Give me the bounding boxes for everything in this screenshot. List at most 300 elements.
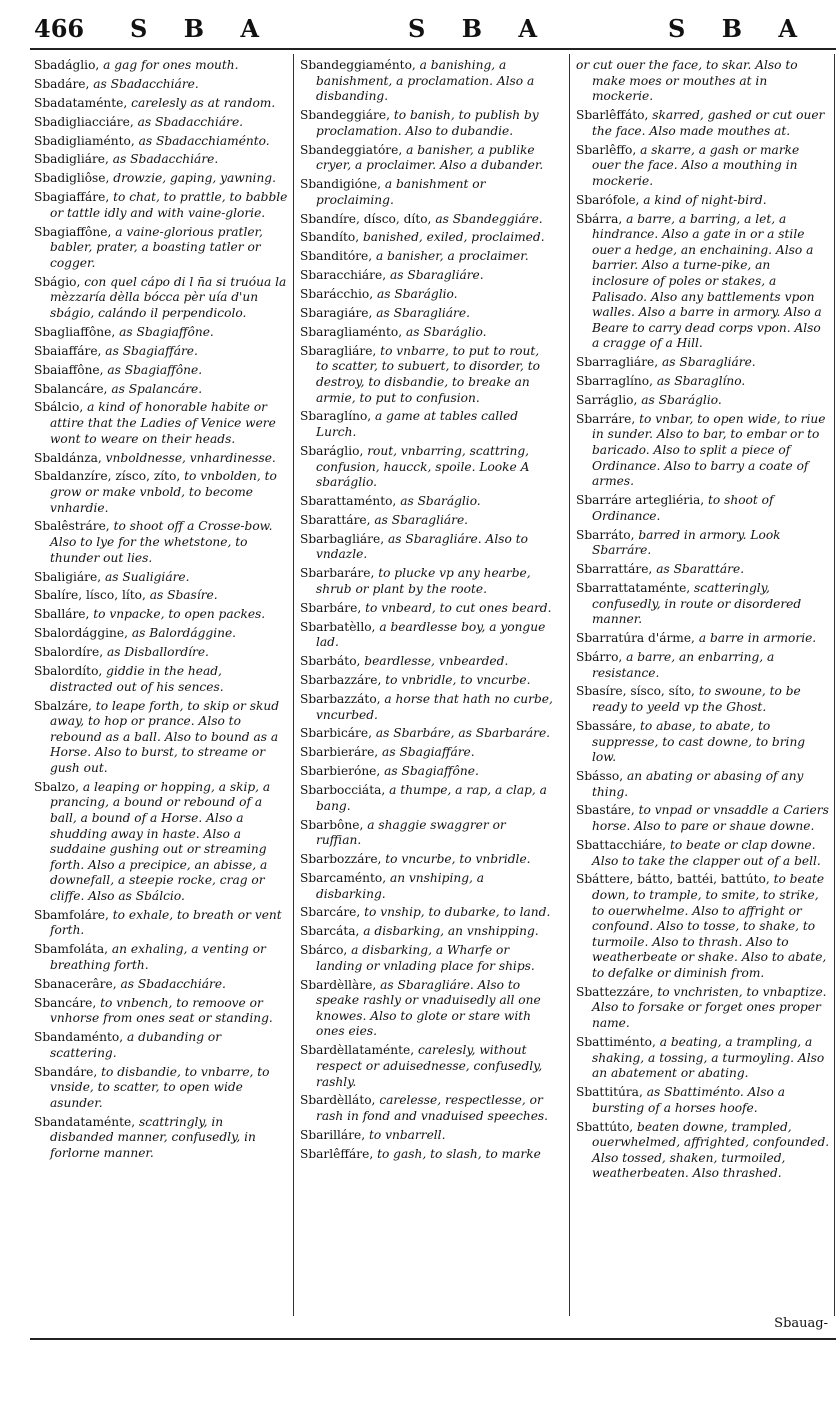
entry-definition: to beate or clap downe. Also to take the clapper out of a bell. — [592, 837, 821, 868]
dictionary-entry — [34, 325, 288, 341]
entry-definition: carelesse, respectlesse, or rash in fond and vnaduised speeches. — [316, 1093, 549, 1124]
entry-headword: Sbárco, — [300, 943, 348, 958]
entry-definition: as Sbadacchiáre. — [120, 976, 226, 991]
dictionary-entry — [34, 942, 288, 973]
entry-definition: as Disballordíre. — [106, 645, 209, 660]
dictionary-entry — [576, 412, 830, 490]
dictionary-entry — [34, 275, 288, 322]
dictionary-entry — [300, 924, 554, 940]
page-header — [30, 8, 836, 48]
dictionary-entry — [300, 905, 554, 921]
entry-definition: as Sbagiaffône. — [119, 324, 214, 339]
entry-definition: to abase, to abate, to suppresse, to cast downe, to bring low. — [592, 718, 806, 765]
entry-definition: a banisher, a publike cryer, a proclaimer. Also a dubander. — [316, 142, 544, 173]
dictionary-entry — [300, 852, 554, 868]
dictionary-entry — [300, 654, 554, 670]
entry-headword: Sbágio, — [34, 274, 81, 289]
entry-headword: Sbalíre, lísco, líto, — [34, 588, 146, 603]
entry-definition: as Sbagiaffône. — [107, 362, 203, 377]
entry-headword: Sbaldánza, — [34, 450, 102, 465]
dictionary-entry — [300, 325, 554, 341]
entry-definition: a beardlesse boy, a yongue lad. — [316, 619, 546, 650]
entry-headword: Sbadáglio, — [34, 58, 100, 72]
entry-headword: Sbanditóre, — [300, 249, 373, 264]
dictionary-entry — [576, 838, 830, 869]
entry-headword: Sbalzo, — [34, 779, 79, 794]
dictionary-entry — [300, 143, 554, 174]
dictionary-entry — [576, 769, 830, 800]
entry-definition: con quel cápo di l n̄a si truóua la mèzzaría dèlla bócca pèr uía d'un sbágio, calándo il perpendicolo. — [50, 274, 287, 320]
column-divider — [293, 54, 294, 1316]
entry-definition: to vncurbe, to vnbridle. — [385, 852, 531, 867]
dictionary-entry — [300, 230, 554, 246]
dictionary-entry — [300, 673, 554, 689]
dictionary-entry — [300, 783, 554, 814]
dictionary-entry — [34, 77, 288, 93]
entry-definition: as Spalancáre. — [111, 381, 203, 396]
entry-definition: giddie in the head, distracted out of his sences. — [50, 664, 224, 694]
entry-headword: Sbandigióne, — [300, 177, 381, 192]
entry-definition: as Sbadacchiáre. — [93, 76, 199, 91]
dictionary-entry — [576, 650, 830, 681]
entry-headword: Sbandíto, — [300, 230, 360, 245]
entry-definition: to vnbeard, to cut ones beard. — [365, 600, 552, 615]
dictionary-entry — [300, 620, 554, 651]
entry-definition: a game at tables called Lurch. — [316, 409, 519, 440]
dictionary-entry — [34, 58, 288, 74]
column-divider — [834, 54, 835, 1316]
entry-headword: Sbarbazzáto, — [300, 691, 381, 706]
entry-definition: a banishment or proclaiming. — [316, 177, 486, 207]
entry-definition: as Sbagiaffáre. — [382, 745, 475, 760]
dictionary-entry — [34, 977, 288, 993]
entry-headword: Sbarbagliáre, — [300, 531, 385, 546]
entry-definition: scattringly, in disbanded manner, confusedly, in forlorne manner. — [50, 1114, 256, 1160]
entry-definition: to disbandie, to vnbarre, to vnside, to scatter, to open wide asunder. — [50, 1064, 270, 1110]
entry-definition: a kind of night-bird. — [643, 192, 767, 207]
entry-definition: a beating, a trampling, a shaking, a tossing, a turmoyling. Also an abatement or abating. — [592, 1034, 825, 1081]
entry-definition: as Sualigiáre. — [104, 569, 190, 584]
dictionary-entry — [300, 108, 554, 139]
entry-headword: Sbarlêffo, — [576, 142, 637, 157]
entry-definition: a banishing, a banishment, a proclamation. Also a disbanding. — [316, 58, 535, 104]
entry-definition: a shaggie swaggrer or ruffian. — [316, 817, 506, 848]
entry-definition: as Sbadacchiáre. — [137, 114, 244, 129]
entry-headword: Sbárro, — [576, 649, 623, 664]
entry-headword: Sbarófole, — [576, 192, 640, 207]
dictionary-entry — [34, 1065, 288, 1112]
entry-headword: Sbarattáre, — [300, 512, 371, 527]
entry-definition: as Sbaráglio. — [400, 494, 481, 508]
entry-headword: Sbamfoláta, — [34, 942, 109, 957]
entry-headword: Sbattacchiáre, — [576, 837, 667, 852]
entry-definition: to vnship, to dubarke, to land. — [364, 905, 551, 920]
entry-headword: Sbadigliacciáre, — [34, 114, 134, 129]
entry-headword: Sbarráre artegliéria, — [576, 493, 705, 508]
entry-definition: to vnbench, to remoove or vnhorse from ones seat or standing. — [50, 995, 273, 1026]
entry-headword: Sbalzáre, — [34, 698, 92, 713]
entry-definition: to banish, to publish by proclamation. Also to dubandie. — [316, 108, 539, 138]
entry-definition: to vnbolden, to grow or make vnbold, to become vnhardie. — [50, 469, 277, 515]
entry-definition: as Sbaragliáre. Also to vndazle. — [316, 531, 528, 562]
entry-headword: Sbaldanzíre, zísco, zíto, — [34, 469, 181, 484]
entry-headword: Sbarraglíno, — [576, 374, 653, 389]
entry-headword: Sbaragliáre, — [300, 343, 377, 358]
entry-headword: Sbarattaménto, — [300, 494, 397, 508]
dictionary-entry — [300, 306, 554, 322]
entry-definition: to plucke vp any hearbe, shrub or plant by the roote. — [316, 566, 531, 596]
dictionary-entry — [34, 382, 288, 398]
dictionary-entry — [300, 1093, 554, 1124]
entry-definition: carelesly as at random. — [131, 95, 276, 110]
entry-headword: Sbarcaménto, — [300, 870, 387, 885]
entry-headword: Sbarrattáre, — [576, 562, 653, 577]
entry-definition: as Sbaragliáre. — [376, 305, 470, 320]
entry-headword: Sbamfoláre, — [34, 907, 109, 922]
dictionary-entry — [300, 532, 554, 563]
dictionary-entry — [34, 190, 288, 221]
entry-headword: Sbastáre, — [576, 803, 635, 818]
entry-headword: Sbarbocciáta, — [300, 783, 386, 798]
dictionary-entry — [300, 268, 554, 284]
entry-definition: as Sbaragliáre. — [374, 512, 469, 527]
dictionary-entry — [300, 871, 554, 902]
entry-headword: Sbarbatèllo, — [300, 619, 376, 634]
column-left — [34, 58, 288, 1308]
entry-headword: Sbancáre, — [34, 995, 97, 1010]
entry-definition: a barre, an enbarring, a resistance. — [592, 649, 775, 680]
dictionary-entry — [34, 626, 288, 642]
dictionary-entry — [34, 699, 288, 777]
entry-definition: carelesly, without respect or aduisednesse, confusedly, rashly. — [316, 1043, 543, 1089]
dictionary-entry — [576, 193, 830, 209]
entry-headword: Sbandataménte, — [34, 1114, 136, 1129]
entry-definition: as Sbarbáre, as Sbarbaráre. — [375, 726, 551, 741]
entry-headword: Sbarbaráre, — [300, 566, 375, 581]
entry-headword: Sbadáre, — [34, 76, 90, 91]
entry-definition: a barre, a barring, a let, a hindrance. Also a gate in or a stile ouer a hedge, an enchaining. Also a barrier. Also a turne-pike, an inclosure of poles or stakes, a Palisado. Also any battlements vpon walles. Also a barre in armory. Also a Beare to carry dead corps vpon. Also a cragge of a Hill. — [592, 211, 822, 351]
entry-definition: to swoune, to be ready to yeeld vp the Ghost. — [592, 684, 801, 715]
dictionary-entry — [300, 249, 554, 265]
entry-headword: Sbarratúra d'árme, — [576, 631, 695, 646]
dictionary-entry — [300, 177, 554, 208]
entry-headword: Sbarbône, — [300, 817, 364, 832]
entry-headword: Sbassáre, — [576, 718, 637, 733]
entry-definition: as Sbattiménto. Also a bursting of a horses hoofe. — [592, 1085, 786, 1115]
entry-headword: Sbarbicáre, — [300, 726, 372, 741]
entry-definition: a thumpe, a rap, a clap, a bang. — [316, 783, 547, 813]
entry-definition: to vnbarre, to put to rout, to scatter, to subuert, to disorder, to destroy, to disbandie, to breake an armie, to put to confusion. — [316, 343, 540, 405]
entry-headword: Sbattitúra, — [576, 1085, 643, 1100]
dictionary-entry — [300, 978, 554, 1040]
entry-definition: to vnpacke, to open packes. — [93, 607, 266, 622]
entry-headword: Sbandeggiaménto, — [300, 58, 416, 72]
entry-headword: Sbagiaffáre, — [34, 190, 110, 205]
entry-headword: Sbarcáre, — [300, 905, 361, 920]
entry-headword: Sbaiaffône, — [34, 362, 104, 377]
dictionary-entry — [34, 996, 288, 1027]
dictionary-entry — [300, 745, 554, 761]
entry-headword: Sbaracchiáre, — [300, 268, 387, 283]
entry-definition: to beate down, to trample, to smite, to strike, to ouerwhelme. Also to affright or confound. Also to tosse, to shake, to turmoile. Also to thrash. Also to weatherbeate or shake. Also to abate, to defalke or diminish from. — [592, 872, 827, 980]
dictionary-entry — [576, 355, 830, 371]
dictionary-entry — [300, 764, 554, 780]
dictionary-entry — [34, 134, 288, 150]
entry-headword: Sbanacerâre, — [34, 976, 117, 991]
entry-headword: Sbarcáta, — [300, 924, 360, 939]
entry-definition: to chat, to prattle, to babble or tattle idly and with vaine-glorie. — [50, 190, 288, 220]
dictionary-entry — [576, 985, 830, 1032]
dictionary-entry — [34, 96, 288, 112]
dictionary-entry — [34, 152, 288, 168]
entry-headword: Sbagiaffône, — [34, 224, 112, 239]
dictionary-entry — [576, 631, 830, 647]
entry-definition: a disbarking, a Wharfe or landing or vnlading place for ships. — [316, 943, 535, 973]
entry-definition: as Sbaragliáre. — [389, 268, 484, 283]
entry-headword: Sbattúto, — [576, 1119, 634, 1134]
entry-definition: drowzie, gaping, yawning. — [113, 171, 276, 186]
entry-definition: to vnpad or vnsaddle a Cariers horse. Also to pare or shaue downe. — [592, 803, 829, 834]
entry-headword: Sbaragiáre, — [300, 305, 373, 320]
dictionary-entry — [576, 393, 830, 409]
entry-definition: barred in armory. Look Sbarráre. — [592, 527, 781, 558]
running-head-left: S B A — [130, 14, 273, 43]
dictionary-entry — [34, 908, 288, 939]
entry-definition: a skarre, a gash or marke ouer the face. Also a mouthing in mockerie. — [592, 142, 800, 188]
column-middle — [300, 58, 554, 1308]
entry-definition: rout, vnbarring, scattring, confusion, haucck, spoile. Looke A sbaráglio. — [316, 443, 530, 490]
entry-definition: as Sbadacchiáre. — [112, 152, 219, 167]
entry-definition: to shoot off a Crosse-bow. Also to lye for the whetstone, to thunder out lies. — [50, 519, 273, 565]
dictionary-entry — [300, 444, 554, 491]
dictionary-entry — [576, 1120, 830, 1182]
entry-definition: as Sbadacchiaménto. — [138, 133, 270, 148]
entry-definition: as Balordággine. — [131, 626, 237, 641]
entry-definition: to gash, to slash, to marke — [377, 1146, 541, 1161]
entry-headword: Sbasíre, sísco, síto, — [576, 684, 695, 699]
dictionary-entry — [34, 607, 288, 623]
entry-definition: to exhale, to breath or vent forth. — [50, 907, 282, 938]
entry-headword: Sbaraglíno, — [300, 409, 372, 424]
entry-headword: Sbandáre, — [34, 1064, 98, 1079]
entry-headword: Sbarbáto, — [300, 654, 361, 669]
entry-definition: as Sbaráglio. — [641, 392, 722, 407]
entry-definition: beardlesse, vnbearded. — [364, 654, 509, 669]
entry-definition: a vaine-glorious pratler, babler, prater, a boasting tatler or cogger. — [50, 224, 263, 270]
entry-headword: Sbalancáre, — [34, 381, 108, 396]
entry-definition: beaten downe, trampled, ouerwhelmed, affrighted, confounded. Also tossed, shaken, turmoiled, weatherbeaten. Also thrashed. — [592, 1119, 830, 1181]
entry-headword: Sbadigliáre, — [34, 152, 109, 167]
entry-headword: Sbattiménto, — [576, 1034, 656, 1049]
dictionary-entry — [300, 601, 554, 617]
dictionary-entry — [300, 287, 554, 303]
dictionary-entry — [34, 588, 288, 604]
entry-headword: Sbardèllataménte, — [300, 1043, 415, 1058]
entry-definition: to shoot of Ordinance. — [592, 493, 774, 523]
dictionary-entry — [300, 818, 554, 849]
dictionary-entry — [576, 562, 830, 578]
entry-headword: Sbandíre, dísco, díto, — [300, 211, 432, 226]
dictionary-entry — [576, 143, 830, 190]
entry-definition: to vnbarrell. — [369, 1127, 446, 1142]
entry-definition: a disbarking, an vnshipping. — [363, 924, 539, 939]
dictionary-entry — [34, 1030, 288, 1061]
entry-definition: to vnchristen, to vnbaptize. Also to forsake or forget ones proper name. — [592, 984, 827, 1031]
dictionary-entry — [34, 400, 288, 447]
entry-definition: skarred, gashed or cut ouer the face. Also made mouthes at. — [592, 108, 825, 138]
entry-definition: to vnbridle, to vncurbe. — [385, 673, 531, 688]
footer-rule — [30, 1338, 836, 1340]
dictionary-entry — [576, 108, 830, 139]
entry-headword: Sbadataménte, — [34, 95, 128, 110]
dictionary-entry — [576, 493, 830, 524]
entry-headword: Sbarráto, — [576, 527, 635, 542]
dictionary-entry — [576, 1035, 830, 1082]
entry-headword: Sbalordíre, — [34, 645, 104, 660]
entry-definition: banished, exiled, proclaimed. — [362, 230, 545, 245]
dictionary-entry — [34, 469, 288, 516]
dictionary-entry — [34, 780, 288, 905]
entry-headword: Sbarráre, — [576, 411, 636, 426]
entry-headword: Sbalêstráre, — [34, 519, 110, 534]
entry-definition: a kind of honorable habite or attire that the Ladies of Venice were wont to weare on their heads. — [50, 400, 276, 446]
dictionary-entry — [34, 225, 288, 272]
dictionary-entry — [300, 494, 554, 510]
entry-definition: or cut ouer the face, to skar. Also to make moes or mouthes at in mockerie. — [576, 58, 798, 104]
entry-headword: Sbárra, — [576, 211, 623, 226]
entry-headword: Sballáre, — [34, 607, 90, 622]
entry-definition: to vnbar, to open wide, to riue in sunder. Also to bar, to embar or to baricado. Also to split a piece of Ordinance. Also to barry a coate of armes. — [592, 411, 826, 489]
entry-headword: Sbalordíto, — [34, 664, 103, 679]
entry-definition: an exhaling, a venting or breathing forth. — [50, 942, 266, 972]
entry-headword: Sbandeggiatóre, — [300, 142, 403, 157]
entry-definition: as Sbaragliáre. Also to speake rashly or vnaduisedly all one knowes. Also to glote or stare with ones eies. — [316, 977, 541, 1039]
entry-headword: Sbarbazzáre, — [300, 673, 382, 688]
entry-definition: an abating or abasing of any thing. — [592, 768, 804, 799]
dictionary-entry — [34, 645, 288, 661]
dictionary-entry — [34, 115, 288, 131]
dictionary-entry — [576, 872, 830, 981]
column-divider — [569, 54, 570, 1316]
entry-definition: as Sbaráglio. — [405, 324, 487, 339]
entry-headword: Sbardèlláto, — [300, 1093, 376, 1108]
dictionary-entry — [300, 726, 554, 742]
entry-headword: Sarráglio, — [576, 392, 638, 407]
entry-headword: Sbardèllàre, — [300, 977, 377, 992]
entry-definition: as Sbasíre. — [149, 588, 218, 603]
entry-headword: Sbáttere, bátto, battéi, battúto, — [576, 872, 770, 887]
dictionary-entry — [300, 943, 554, 974]
dictionary-entry — [576, 374, 830, 390]
entry-definition: scatteringly, confusedly, in route or disordered manner. — [592, 580, 802, 627]
dictionary-entry — [34, 570, 288, 586]
dictionary-entry — [300, 344, 554, 406]
entry-definition: to leape forth, to skip or skud away, to hop or prance. Also to rebound as a ball. Also to bound as a Horse. Also to burst, to streame or gush out. — [50, 698, 279, 775]
entry-headword: Sbarbozzáre, — [300, 852, 382, 867]
dictionary-entry — [576, 581, 830, 628]
catchword: Sbauag- — [774, 1316, 828, 1331]
entry-definition: a banisher, a proclaimer. — [376, 249, 529, 264]
dictionary-entry — [576, 719, 830, 766]
entry-headword: Sbaiaffáre, — [34, 343, 102, 358]
dictionary-entry — [300, 566, 554, 597]
entry-headword: Sbaragliaménto, — [300, 324, 403, 339]
entry-headword: Sbarlêffáre, — [300, 1146, 374, 1161]
dictionary-entry — [34, 363, 288, 379]
dictionary-entry — [300, 1043, 554, 1090]
entry-headword: Sbarácchio, — [300, 287, 374, 302]
page-number: 466 — [34, 14, 85, 43]
entry-definition: a barre in armorie. — [698, 631, 817, 646]
dictionary-page — [30, 8, 836, 1360]
dictionary-entry — [34, 519, 288, 566]
dictionary-entry — [576, 1085, 830, 1116]
dictionary-entry — [576, 684, 830, 715]
dictionary-entry — [300, 1147, 554, 1163]
dictionary-entry — [300, 409, 554, 440]
entry-headword: Sbadigliôse, — [34, 171, 110, 186]
entry-headword: Sbásso, — [576, 768, 624, 783]
entry-definition: as Sbarattáre. — [656, 562, 745, 577]
dictionary-entry — [300, 212, 554, 228]
entry-definition: as Sbandeggiáre. — [435, 211, 543, 226]
dictionary-entry — [576, 528, 830, 559]
entry-headword: Sbadigliaménto, — [34, 133, 135, 148]
entry-definition: as Sbagiaffône. — [384, 764, 479, 779]
dictionary-entry — [300, 58, 554, 105]
dictionary-entry — [34, 344, 288, 360]
entry-headword: Sbaráglio, — [300, 443, 364, 458]
dictionary-entry — [34, 451, 288, 467]
entry-headword: Sbarragliáre, — [576, 355, 659, 370]
entry-headword: Sbarlêffáto, — [576, 108, 649, 123]
entry-headword: Sbarbieráre, — [300, 745, 379, 760]
dictionary-entry — [34, 664, 288, 695]
entry-definition: a dubanding or scattering. — [50, 1030, 222, 1060]
entry-definition: as Sbagiaffáre. — [105, 343, 198, 358]
dictionary-entry — [300, 692, 554, 723]
entry-headword: Sbarbieróne, — [300, 764, 381, 779]
entry-definition: an vnshiping, a disbarking. — [316, 870, 485, 901]
running-head-center: S B A — [408, 14, 551, 43]
entry-headword: Sbattezzáre, — [576, 984, 654, 999]
entry-headword: Sbandeggiáre, — [300, 108, 390, 123]
dictionary-entry — [34, 1115, 288, 1162]
running-head-right: S B A — [668, 14, 811, 43]
entry-definition: a gag for ones mouth. — [103, 58, 239, 72]
dictionary-entry — [300, 513, 554, 529]
dictionary-entry — [300, 1128, 554, 1144]
entry-definition: as Sbaraglíno. — [656, 374, 746, 389]
dictionary-entry — [576, 58, 830, 105]
column-right — [576, 58, 830, 1308]
dictionary-entry — [34, 171, 288, 187]
entry-headword: Sbálcio, — [34, 400, 84, 415]
entry-definition: a horse that hath no curbe, vncurbed. — [316, 691, 553, 722]
entry-headword: Sbaligiáre, — [34, 569, 102, 584]
entry-definition: as Sbaráglio. — [377, 287, 458, 302]
entry-definition: as Sbaragliáre. — [662, 355, 756, 370]
header-rule — [30, 48, 836, 50]
entry-headword: Sbarilláre, — [300, 1127, 366, 1142]
entry-headword: Sbagliaffône, — [34, 324, 116, 339]
dictionary-entry — [576, 212, 830, 352]
entry-definition: vnboldnesse, vnhardinesse. — [105, 450, 276, 465]
entry-headword: Sbarbáre, — [300, 600, 362, 615]
entry-headword: Sbandaménto, — [34, 1030, 124, 1045]
entry-headword: Sbarrattataménte, — [576, 580, 691, 595]
entry-headword: Sbalordággine, — [34, 626, 128, 641]
